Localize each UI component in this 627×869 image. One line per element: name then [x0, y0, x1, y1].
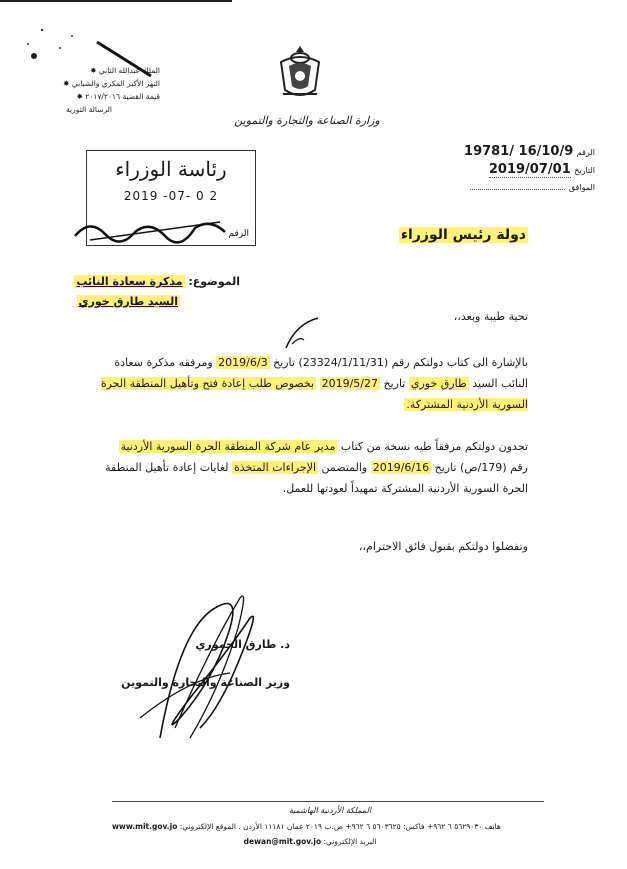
measures-taken: الإجراءات المتخذة	[233, 461, 317, 474]
footer-email-row	[200, 837, 420, 846]
reference-number-label: الرقم	[576, 148, 595, 157]
free-zone-director: مدير عام شركة المنطقة الحرة السورية الأردنية	[120, 440, 336, 453]
date-2019-5-27: 2019/5/27	[321, 377, 378, 390]
stars-block	[40, 64, 160, 116]
reference-date-label: التاريخ	[574, 166, 595, 175]
closing: وتفضلوا دولتكم بقبول فائق الاحترام،،	[358, 540, 528, 553]
star-icon: ✸	[63, 79, 70, 88]
footer-country: المملكة الأردنية الهاشمية	[288, 806, 372, 815]
reference-number: 19781/ 16/10/9	[464, 144, 574, 159]
footer-email[interactable]: dewan@mit.gov.jo	[243, 837, 322, 846]
footer-email-label: البريد الإلكتروني:	[323, 837, 377, 846]
greeting: تحية طيبة وبعد،،	[453, 310, 528, 323]
stars-caption: الرسالة الثورية	[66, 105, 113, 114]
reference-block	[440, 144, 595, 196]
pm-stamp-number-label: الرقم	[228, 229, 249, 239]
signature-title: وزير الصناعة والتجارة والتموين	[121, 676, 290, 689]
star-row: النهر الأكبر المكري والشبابي ✸	[63, 79, 160, 88]
subject-block	[40, 272, 240, 312]
reference-date: 2019/07/01	[488, 162, 571, 177]
signature-scribble	[120, 588, 270, 748]
signature-name: د. طارق الحموري	[195, 638, 290, 651]
date-2019-6-16: 2019/6/16	[372, 461, 430, 474]
subject-line2: السيد طارق خوري	[78, 295, 178, 308]
coat-of-arms-icon	[275, 42, 325, 102]
star-icon: ✸	[76, 92, 83, 101]
pm-stamp-title: رئاسة الوزراء	[115, 157, 227, 181]
star-icon: ✸	[90, 66, 97, 75]
reference-corresponding-label: الموافق	[568, 183, 595, 192]
star-row: قيمة القضية ٢٠١٧/٢٠١٦ ✸	[76, 92, 160, 101]
ministry-name: وزارة الصناعة والتجارة والتموين	[234, 114, 380, 127]
reference-number-row	[440, 144, 595, 162]
recipient: دولة رئيس الوزراء	[400, 227, 526, 243]
reference-corresponding-row	[440, 180, 595, 196]
footer-divider	[112, 801, 544, 802]
reference-date-row	[440, 162, 595, 180]
footer-contact: هاتف ٥٦٢٩٠٣٠ ٦ ٩٦٢+ فاكس: ٥٦٠٣٦٢٥ ٦ ٩٦٢+ ص.ب ٢٠١٩ عمان ١١١٨١ الأردن . الموقع الإلكتروني:	[179, 822, 501, 831]
binding-mark	[0, 0, 232, 12]
subject-line1: مذكرة سعادة النائب	[76, 275, 183, 288]
handwritten-mark	[282, 314, 322, 354]
footer-website[interactable]: www.mit.gov.jo	[112, 822, 178, 831]
paragraph-1: بالإشارة الى كتاب دولتكم رقم (23324/1/11/31) تاريخ 2019/6/3 ومرفقه مذكرة سعادة النائب السيد طارق خوري تاريخ 2019/5/27 بخصوص طلب إعادة فتح وتأهيل المنطقة الحرة السورية الأردنية المشتركة.	[100, 356, 528, 411]
date-2019-6-3: 2019/6/3	[218, 356, 268, 369]
mp-name: طارق خوري	[410, 377, 467, 390]
star-row: الملك عبدالله الثاني ✸	[90, 66, 160, 75]
footer-contact-row	[112, 822, 552, 831]
handwritten-number	[70, 208, 230, 248]
pm-stamp-date: 2019 -07- 0 2	[123, 189, 219, 203]
paragraph-2: تجدون دولتكم مرفقاً طيه نسخة من كتاب مدير عام شركة المنطقة الحرة السورية الأردنية رقم (179/ص) تاريخ 2019/6/16 والمتضمن الإجراءات المتخذة لغايات إعادة تأهيل المنطقة الحرة السورية الأردنية المشتركة تمهيداً لعودتها للعمل.	[105, 440, 528, 495]
subject-label: الموضوع:	[188, 275, 240, 288]
